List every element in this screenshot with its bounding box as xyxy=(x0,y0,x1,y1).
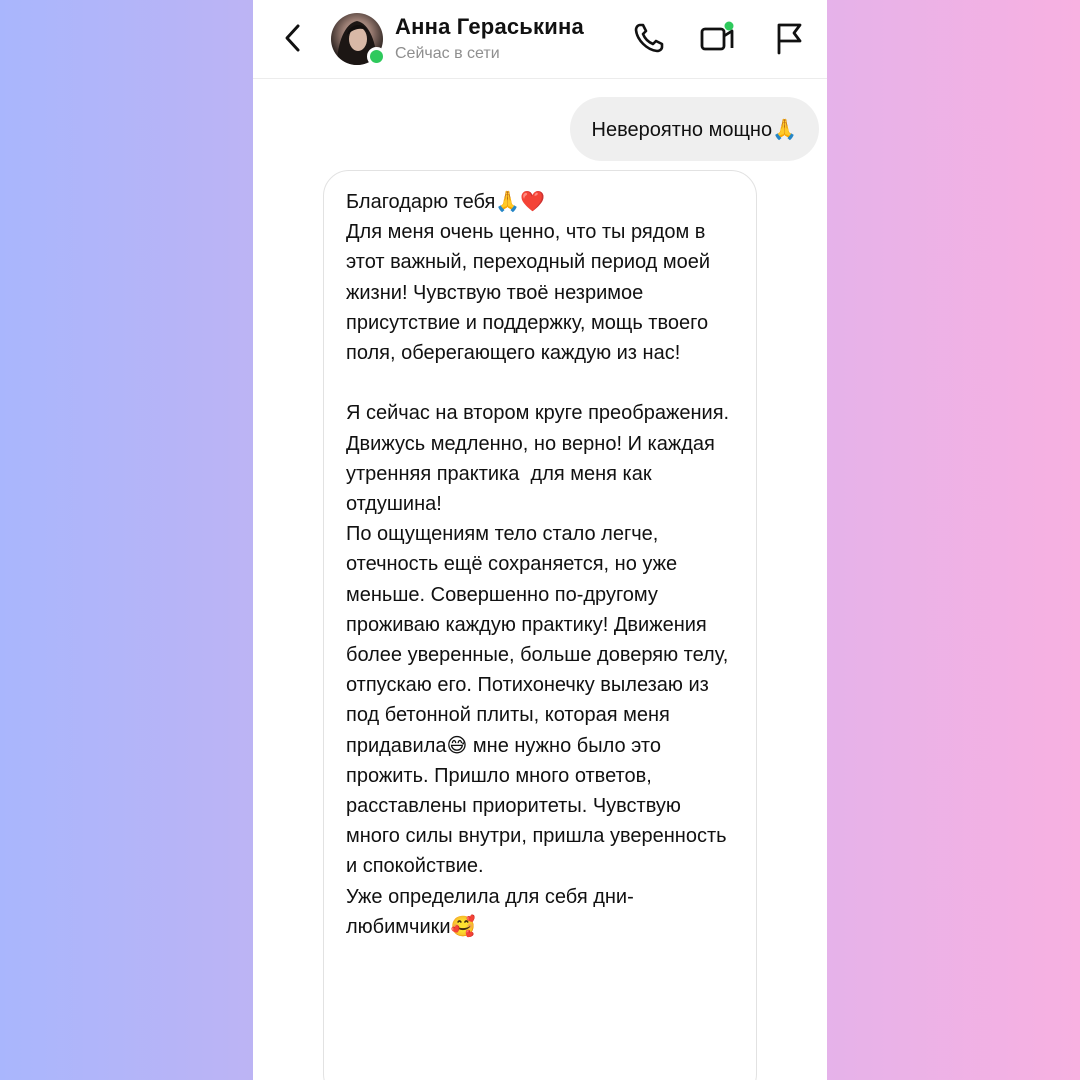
contact-name[interactable]: Анна Гераськина xyxy=(395,14,584,39)
chevron-left-icon xyxy=(279,20,309,56)
contact-status: Сейчас в сети xyxy=(395,45,500,62)
chat-screen xyxy=(253,0,827,1080)
flag-icon xyxy=(771,20,807,56)
incoming-message-text: Благодарю тебя🙏❤️ Для меня очень ценно, что ты рядом в этот важный, переходный период моей жизни! Чувствую твоё незримое присутствие и поддержку, мощь твоего поля, оберегающего каждую из нас! Я сейчас на втором круге преображения. Движусь медленно, но верно! И каждая утренняя практика для меня как отдушина! По ощущениям тело стало легче, отечность ещё сохраняется, но уже меньше. Совершенно по-другому проживаю каждую практику! Движения более уверенные, больше доверяю телу, отпускаю его. Потихонечку вылезаю из под бетонной плиты, которая меня придавила😅 мне нужно было это прожить. Пришло много ответов, расставлены приоритеты. Чувствую много силы внутри, пришла уверенность и спокойствие. Уже определила для себя дни-любимчики🥰 xyxy=(346,191,730,938)
outgoing-message[interactable] xyxy=(570,97,819,161)
call-button[interactable] xyxy=(631,20,667,56)
incoming-message[interactable] xyxy=(323,170,757,1080)
online-status-dot xyxy=(367,47,386,66)
phone-icon xyxy=(631,20,667,56)
outgoing-message-text: Невероятно мощно🙏 xyxy=(591,118,797,141)
chat-header xyxy=(253,0,827,79)
report-button[interactable] xyxy=(771,20,807,56)
back-button[interactable] xyxy=(279,20,309,56)
video-call-button[interactable] xyxy=(699,20,735,56)
video-camera-icon xyxy=(699,20,735,56)
contact-avatar[interactable] xyxy=(331,13,383,65)
